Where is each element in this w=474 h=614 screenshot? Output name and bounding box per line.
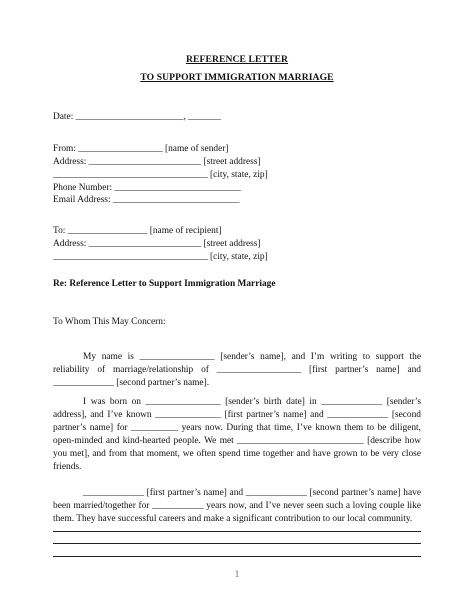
from-field: From: __________________ [name of sender] bbox=[53, 144, 229, 154]
sender-address-field: Address: ________________________ [street address] bbox=[53, 157, 261, 167]
email-address-field: Email Address: ___________________________ bbox=[53, 195, 240, 205]
blank-line bbox=[53, 543, 421, 544]
document-title: REFERENCE LETTER bbox=[185, 54, 289, 65]
blank-line bbox=[53, 531, 421, 532]
blank-line bbox=[53, 556, 421, 557]
salutation: To Whom This May Concern: bbox=[53, 317, 166, 327]
paragraph-background: I was born on ________________ [sender’s birth date] in _____________ [sender’s address], and I’ve known ______________ [first partner’s name] and _____________ [second partner’s name] for __________ years now. During that time, I’ve known them to be diligent, open-minded and kind-hearted people. We met ___________________________ [describe how you met], and from that moment, we often spend time together and have grown to be very close friends. bbox=[53, 397, 421, 473]
date-field: Date: _______________________, _______ bbox=[53, 112, 221, 122]
to-field: To: _________________ [name of recipient] bbox=[53, 226, 222, 236]
recipient-city-field: _________________________________ [city, state, zip] bbox=[53, 252, 268, 262]
phone-number-field: Phone Number: ___________________________ bbox=[53, 183, 242, 193]
paragraph-relationship: _____________ [first partner’s name] and _____________ [second partner’s name] have been married/together for ___________ years now, and I’ve never seen such a loving couple like them. They have successful careers and make a significant contribution to our local community. bbox=[53, 488, 421, 525]
page-number: 1 bbox=[234, 569, 240, 579]
sender-city-field: _________________________________ [city, state, zip] bbox=[53, 170, 268, 180]
re-line: Re: Reference Letter to Support Immigration Marriage bbox=[53, 279, 276, 289]
document-subtitle: TO SUPPORT IMMIGRATION MARRIAGE bbox=[140, 72, 334, 83]
paragraph-introduction: My name is ________________ [sender’s name], and I’m writing to support the reliability of marriage/relationship of __________________ [first partner’s name] and _____________ [second partner’s name]. bbox=[53, 352, 421, 389]
recipient-address-field: Address: ________________________ [street address] bbox=[53, 239, 261, 249]
